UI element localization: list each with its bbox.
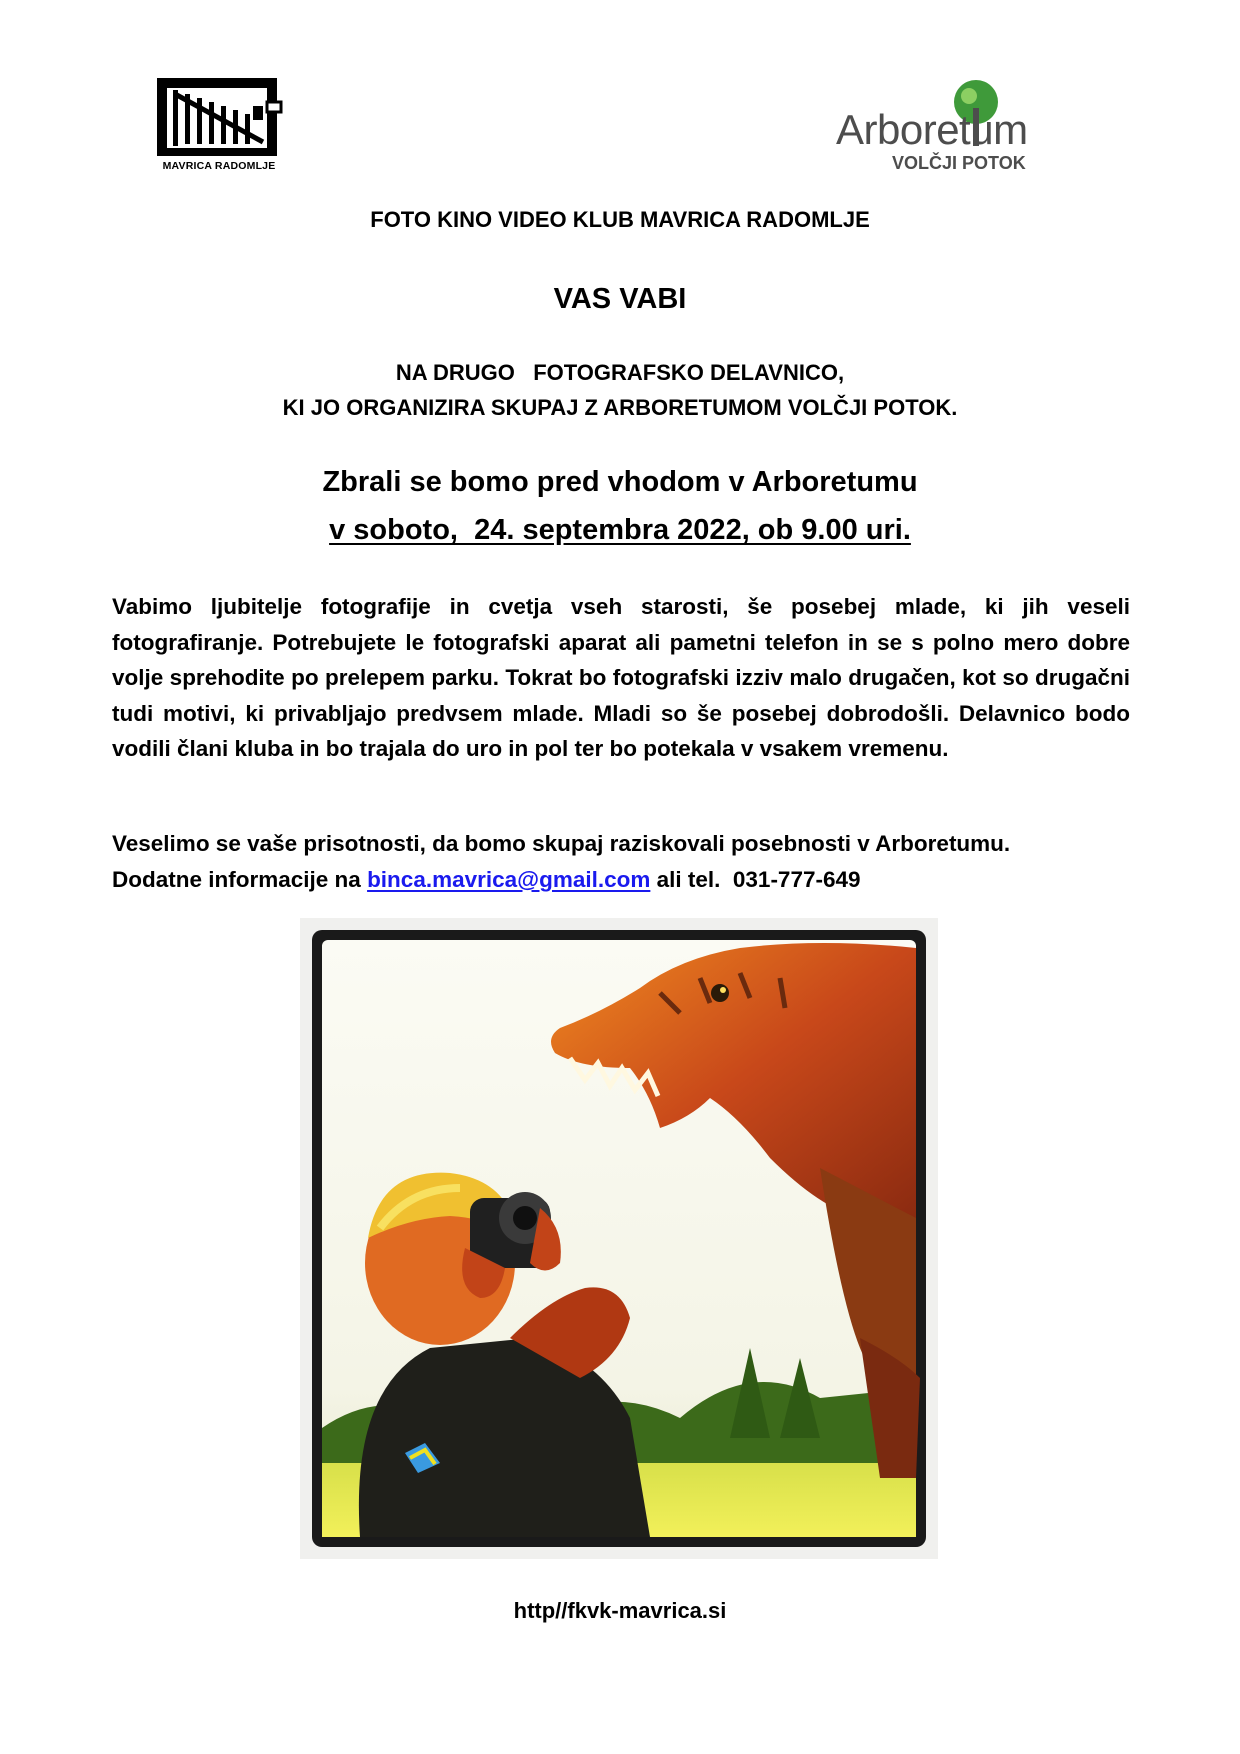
mavrica-logo-mark	[155, 76, 285, 160]
contact-line	[112, 862, 1172, 898]
contact-suffix: ali tel. 031-777-649	[650, 867, 861, 892]
closing-line-1: Veselimo se vaše prisotnosti, da bomo skupaj raziskovali posebnosti v Arboretumu.	[112, 831, 1011, 856]
meeting-date: v soboto, 24. septembra 2022, ob 9.00 uri.	[329, 514, 911, 546]
workshop-line-2: KI JO ORGANIZIRA SKUPAJ Z ARBORETUMOM VOLČJI POTOK.	[282, 395, 958, 420]
invite-heading: VAS VABI	[553, 283, 687, 315]
arboretum-logo-subtitle: VOLČJI POTOK	[892, 153, 1026, 173]
contact-prefix: Dodatne informacije na	[112, 867, 368, 892]
invitation-paragraph: Vabimo ljubitelje fotografije in cvetja vseh starosti, še posebej mlade, ki jih veseli fotografiranje. Potrebujete le fotografski aparat ali pametni telefon in se s polno mero dobre volje sprehodite po prelepem parku. Tokrat bo fotografski izziv malo drugačen, kot so drugačni tudi motivi, ki privabljajo predvsem mlade. Mladi so še posebej dobrodošli. Delavnico bodo vodili člani kluba in bo trajala do uro in pol ter bo potekala v vsakem vremenu.	[112, 594, 1130, 761]
arboretum-logo-word: Arboretum	[836, 106, 1028, 153]
website-url: http//fkvk-mavrica.si	[513, 1598, 727, 1623]
photo-illustration	[300, 918, 938, 1559]
boy-photographing-dinosaur-image	[300, 918, 938, 1559]
workshop-line-1: NA DRUGO FOTOGRAFSKO DELAVNICO,	[395, 360, 845, 385]
mavrica-radomlje-logo	[155, 76, 285, 176]
club-name: FOTO KINO VIDEO KLUB MAVRICA RADOMLJE	[370, 207, 870, 232]
closing-block	[112, 826, 1172, 898]
mavrica-logo-caption: MAVRICA RADOMLJE	[162, 160, 276, 172]
meeting-place: Zbrali se bomo pred vhodom v Arboretumu	[322, 466, 918, 498]
email-link[interactable]: binca.mavrica@gmail.com	[367, 867, 651, 892]
arboretum-volcji-potok-logo	[836, 78, 1056, 178]
